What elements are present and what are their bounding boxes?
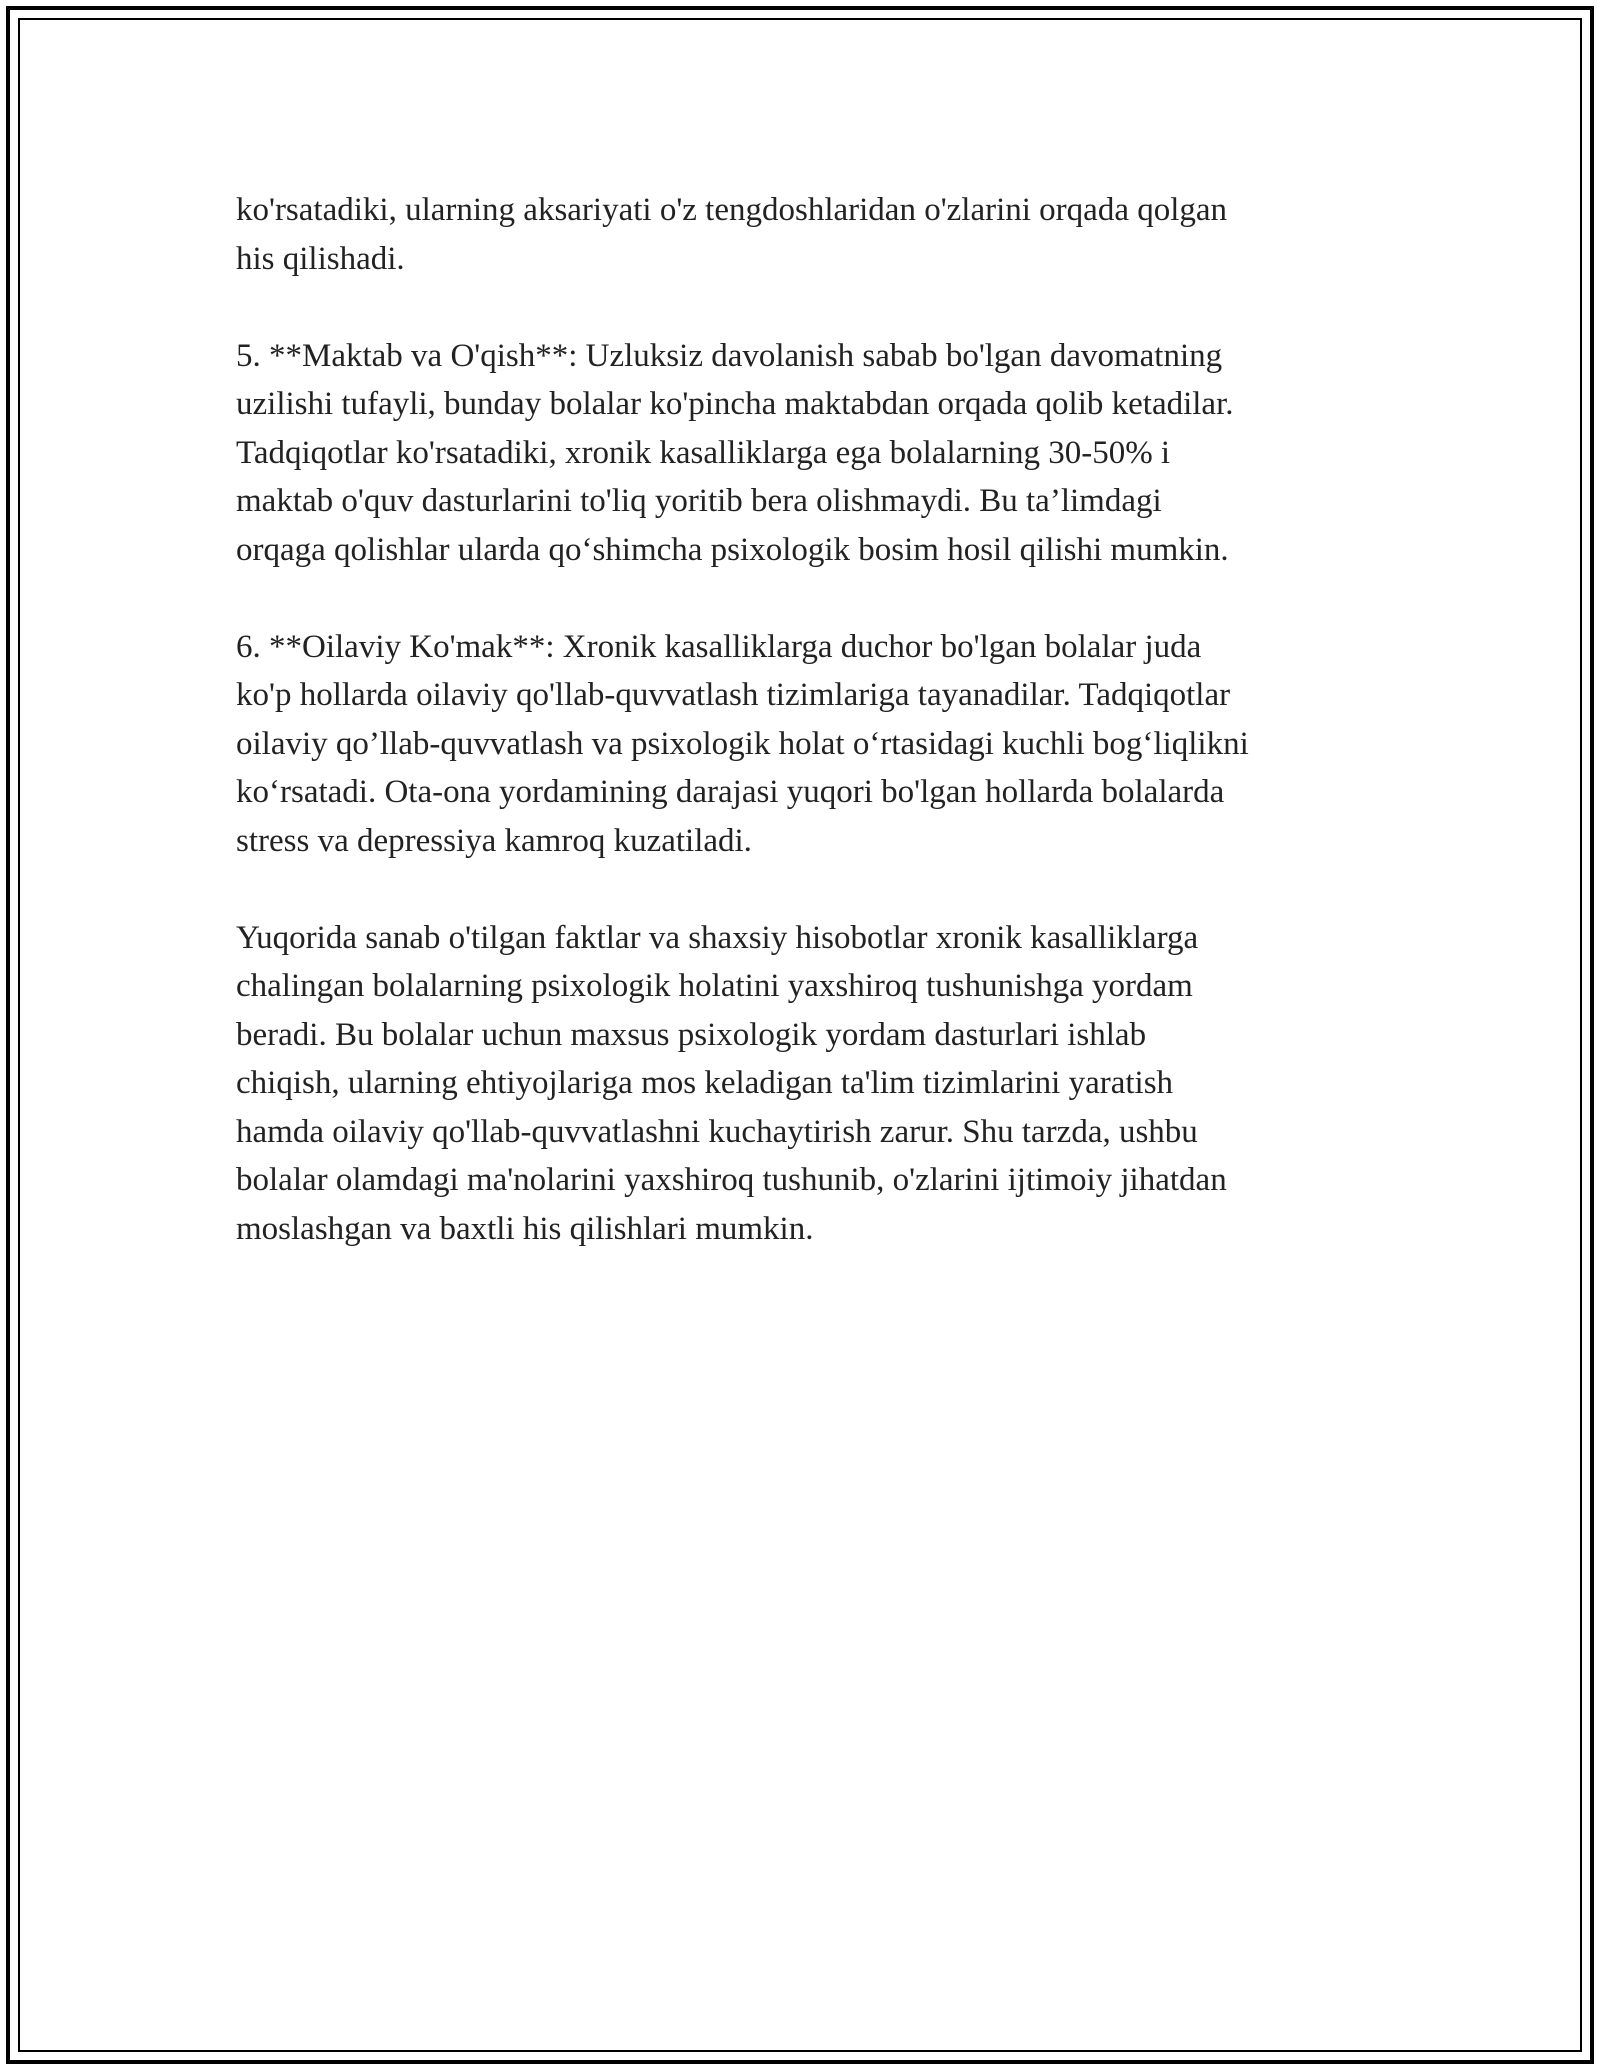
text-line: chiqish, ularning ehtiyojlariga mos keladigan ta'lim tizimlarini yaratish: [236, 1065, 1174, 1101]
text-line: beradi. Bu bolalar uchun maxsus psixologik yordam dasturlari ishlab: [236, 1016, 1147, 1053]
text-line: Tadqiqotlar ko'rsatadiki, xronik kasalliklarga ega bolalarning 30-50% i: [236, 434, 1171, 471]
text-line: moslashgan va baxtli his qilishlari mumkin.: [236, 1210, 814, 1247]
text-line: orqaga qolishlar ularda qo‘shimcha psixologik bosim hosil qilishi mumkin.: [236, 531, 1229, 568]
text-line: stress va depressiya kamroq kuzatiladi.: [236, 822, 752, 859]
text-line: bolalar olamdagi ma'nolarini yaxshiroq tushunib, o'zlarini ijtimoiy jihatdan: [236, 1162, 1227, 1198]
text-line: ko'p hollarda oilaviy qo'llab-quvvatlash tizimlariga tayanadilar. Tadqiqotlar: [236, 677, 1231, 713]
paragraph-family-support: [236, 623, 1366, 866]
text-line: ko'rsatadiki, ularning aksariyati o'z tengdoshlaridan o'zlarini orqada qolgan: [236, 192, 1228, 228]
text-line: uzilishi tufayli, bunday bolalar ko'pincha maktabdan orqada qolib ketadilar.: [236, 386, 1234, 422]
document-body: [236, 186, 1366, 1302]
text-line: 6. **Oilaviy Ko'mak**: Xronik kasalliklarga duchor bo'lgan bolalar juda: [236, 628, 1202, 665]
text-line: his qilishadi.: [236, 240, 405, 277]
text-line: oilaviy qo’llab-quvvatlash va psixologik holat o‘rtasidagi kuchli bog‘liqlikni: [236, 725, 1249, 762]
text-line: Yuqorida sanab o'tilgan faktlar va shaxsiy hisobotlar xronik kasalliklarga: [236, 919, 1199, 956]
text-line: hamda oilaviy qo'llab-quvvatlashni kuchaytirish zarur. Shu tarzda, ushbu: [236, 1113, 1198, 1150]
text-line: 5. **Maktab va O'qish**: Uzluksiz davolanish sabab bo'lgan davomatning: [236, 337, 1223, 374]
text-line: ko‘rsatadi. Ota-ona yordamining darajasi yuqori bo'lgan hollarda bolalarda: [236, 774, 1225, 810]
paragraph-continuation: [236, 186, 1366, 283]
paragraph-conclusion: [236, 914, 1366, 1254]
text-line: chalingan bolalarning psixologik holatini yaxshiroq tushunishga yordam: [236, 968, 1193, 1004]
text-line: maktab o'quv dasturlarini to'liq yoritib bera olishmaydi. Bu ta’limdagi: [236, 483, 1162, 519]
paragraph-school-and-study: [236, 332, 1366, 575]
